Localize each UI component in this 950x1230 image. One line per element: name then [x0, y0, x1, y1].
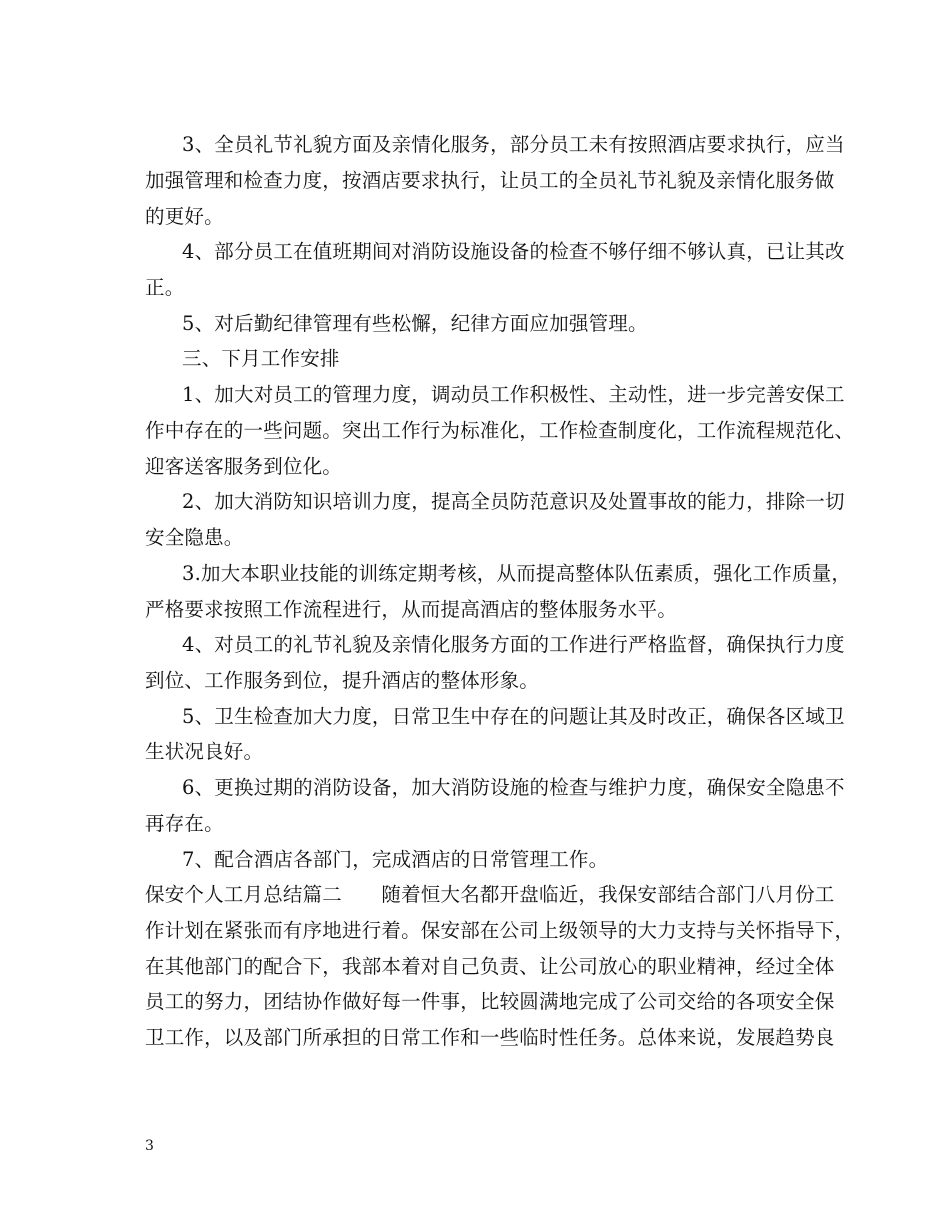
paragraph-line: 作中存在的一些问题。突出工作行为标准化，工作检查制度化，工作流程规范化、 — [145, 419, 855, 442]
section-heading: 三、下月工作安排 — [182, 347, 340, 370]
paragraph-line: 卫工作，以及部门所承担的日常工作和一些临时性任务。总体来说，发展趋势良 — [145, 1026, 835, 1049]
paragraph-line: 再存在。 — [145, 812, 224, 835]
paragraph-line: 到位、工作服务到位，提升酒店的整体形象。 — [145, 669, 540, 692]
paragraph-line: 作计划在紧张而有序地进行着。保安部在公司上级领导的大力支持与关怀指导下， — [145, 919, 855, 942]
paragraph-line: 3.加大本职业技能的训练定期考核，从而提高整体队伍素质，强化工作质量， — [182, 562, 852, 585]
paragraph-line: 员工的努力，团结协作做好每一件事，比较圆满地完成了公司交给的各项安全保 — [145, 990, 835, 1013]
paragraph-line: 保安个人工月总结篇二 随着恒大名都开盘临近，我保安部结合部门八月份工 — [145, 883, 835, 906]
paragraph-line: 4、部分员工在值班期间对消防设施设备的检查不够仔细不够认真，已让其改 — [182, 240, 845, 263]
paragraph-line: 安全隐患。 — [145, 526, 244, 549]
paragraph-line: 正。 — [145, 276, 185, 299]
paragraph-line: 生状况良好。 — [145, 740, 264, 763]
paragraph-line: 的更好。 — [145, 205, 224, 228]
paragraph-line: 加强管理和检查力度，按酒店要求执行，让员工的全员礼节礼貌及亲情化服务做 — [145, 169, 835, 192]
page-number: 3 — [145, 1138, 154, 1154]
paragraph-line: 7、配合酒店各部门，完成酒店的日常管理工作。 — [182, 848, 609, 871]
paragraph-line: 4、对员工的礼节礼貌及亲情化服务方面的工作进行严格监督，确保执行力度 — [182, 633, 845, 656]
paragraph-line: 5、卫生检查加大力度，日常卫生中存在的问题让其及时改正，确保各区域卫 — [182, 705, 845, 728]
paragraph-line: 2、加大消防知识培训力度，提高全员防范意识及处置事故的能力，排除一切 — [182, 490, 845, 513]
paragraph-line: 严格要求按照工作流程进行，从而提高酒店的整体服务水平。 — [145, 598, 677, 621]
paragraph-line: 6、更换过期的消防设备，加大消防设施的检查与维护力度，确保安全隐患不 — [182, 776, 845, 799]
paragraph-line: 1、加大对员工的管理力度，调动员工作积极性、主动性，进一步完善安保工 — [182, 383, 845, 406]
paragraph-line: 5、对后勤纪律管理有些松懈，纪律方面应加强管理。 — [182, 312, 648, 335]
paragraph-line: 3、全员礼节礼貌方面及亲情化服务，部分员工未有按照酒店要求执行，应当 — [182, 133, 845, 156]
paragraph-line: 在其他部门的配合下，我部本着对自己负责、让公司放心的职业精神，经过全体 — [145, 955, 835, 978]
paragraph-line: 迎客送客服务到位化。 — [145, 455, 343, 478]
